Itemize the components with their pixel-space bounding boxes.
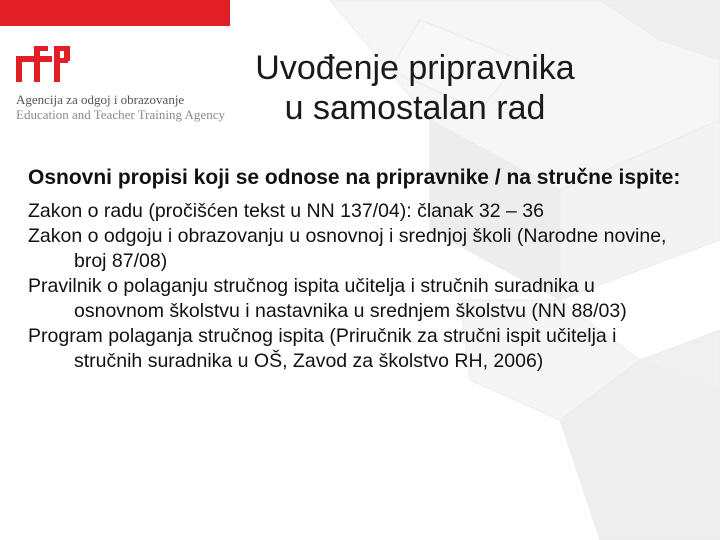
- agency-name: [16, 92, 225, 122]
- regulation-item: Zakon o odgoju i obrazovanju u osnovnoj i srednjoj školi (Narodne novine, broj 87/08): [28, 225, 667, 272]
- agency-name-english: Education and Teacher Training Agency: [16, 107, 225, 122]
- regulation-item: Pravilnik o polaganju stručnog ispita učitelja i stručnih suradnika u osnovnom školstvu i nastavnika u srednjem školstvu (NN 88/03): [28, 275, 627, 322]
- agency-logo-icon: [14, 44, 72, 84]
- slide-title-line-2: u samostalan rad: [284, 89, 546, 127]
- section-heading: Osnovni propisi koji se odnose na pripravnike / na stručne ispite:: [28, 166, 681, 189]
- regulation-item: Program polaganja stručnog ispita (Priručnik za stručni ispit učitelja i stručnih suradnika u OŠ, Zavod za školstvo RH, 2006): [28, 325, 617, 372]
- slide-title-line-1: Uvođenje pripravnika: [255, 49, 575, 87]
- regulation-item: Zakon o radu (pročišćen tekst u NN 137/04): članak 32 – 36: [28, 200, 544, 222]
- slide-title: [200, 48, 630, 128]
- agency-name-croatian: Agencija za odgoj i obrazovanje: [16, 92, 185, 107]
- slide-body: [28, 163, 688, 374]
